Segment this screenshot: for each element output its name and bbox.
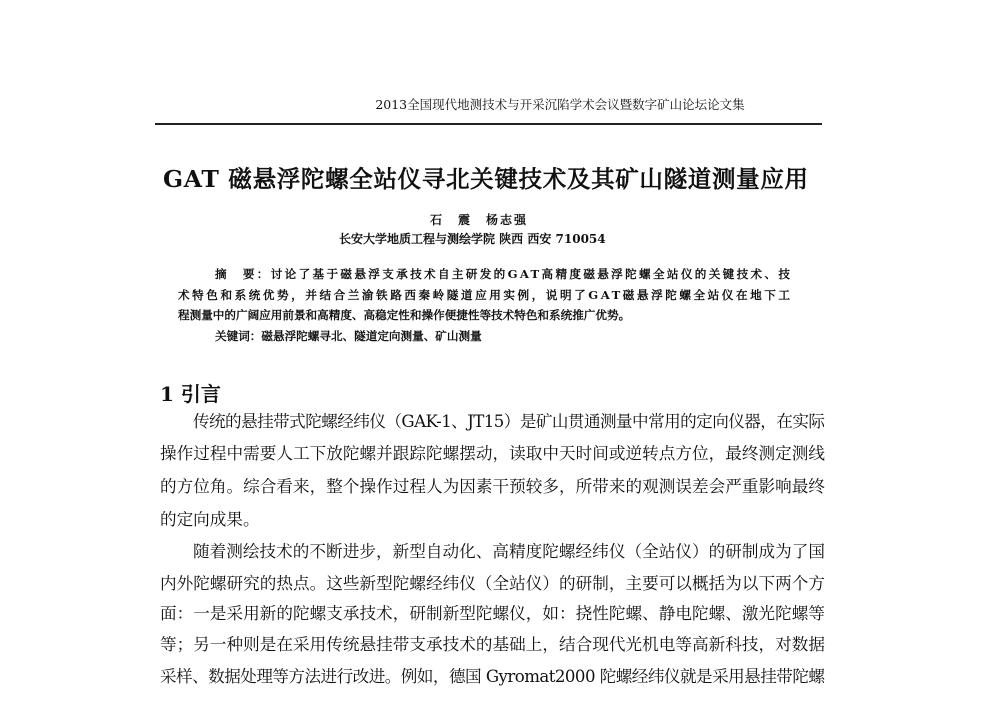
body-line: 操作过程中需要人工下放陀螺并跟踪陀螺摆动，读取中天时间或逆转点方位，最终测定测线: [160, 444, 826, 463]
paper-title: GAT 磁悬浮陀螺全站仪寻北关键技术及其矿山隧道测量应用: [163, 165, 809, 193]
section-heading: 1 引言: [160, 382, 221, 406]
body-line: 的方位角。综合看来，整个操作过程人为因素干预较多，所带来的观测误差会严重影响最终: [160, 477, 826, 496]
authors: 石 震 杨志强: [430, 213, 529, 227]
body-line: 等；另一种则是在采用传统悬挂带支承技术的基础上，结合现代光机电等高新科技，对数据: [160, 635, 826, 654]
body-line: 面：一是采用新的陀螺支承技术，研制新型陀螺仪，如：挠性陀螺、静电陀螺、激光陀螺等: [160, 604, 826, 623]
body-line: 采样、数据处理等方法进行改进。例如，德国 Gyromat2000 陀螺经纬仪就是采用悬挂带陀螺: [160, 667, 825, 686]
running-header: 2013全国现代地测技术与开采沉陷学术会议暨数字矿山论坛论文集: [375, 97, 745, 112]
body-line: 的定向成果。: [160, 510, 260, 529]
keywords: 关键词：磁悬浮陀螺寻北、隧道定向测量、矿山测量: [215, 329, 482, 343]
header-rule: [155, 123, 822, 125]
body-line: 随着测绘技术的不断进步，新型自动化、高精度陀螺经纬仪（全站仪）的研制成为了国: [193, 542, 826, 561]
body-line: 内外陀螺研究的热点。这些新型陀螺经纬仪（全站仪）的研制，主要可以概括为以下两个方: [160, 574, 826, 593]
affiliation: 长安大学地质工程与测绘学院 陕西 西安 710054: [339, 232, 606, 246]
abstract-line: 术特色和系统优势，并结合兰渝铁路西秦岭隧道应用实例，说明了GAT磁悬浮陀螺全站仪在地下工: [178, 288, 793, 302]
abstract-line: 摘 要：讨论了基于磁悬浮支承技术自主研发的GAT高精度磁悬浮陀螺全站仪的关键技术、技: [215, 267, 793, 281]
body-line: 传统的悬挂带式陀螺经纬仪（GAK-1、JT15）是矿山贯通测量中常用的定向仪器，在实际: [193, 412, 825, 431]
abstract-line: 程测量中的广阔应用前景和高精度、高稳定性和操作便捷性等技术特色和系统推广优势。: [178, 308, 631, 322]
